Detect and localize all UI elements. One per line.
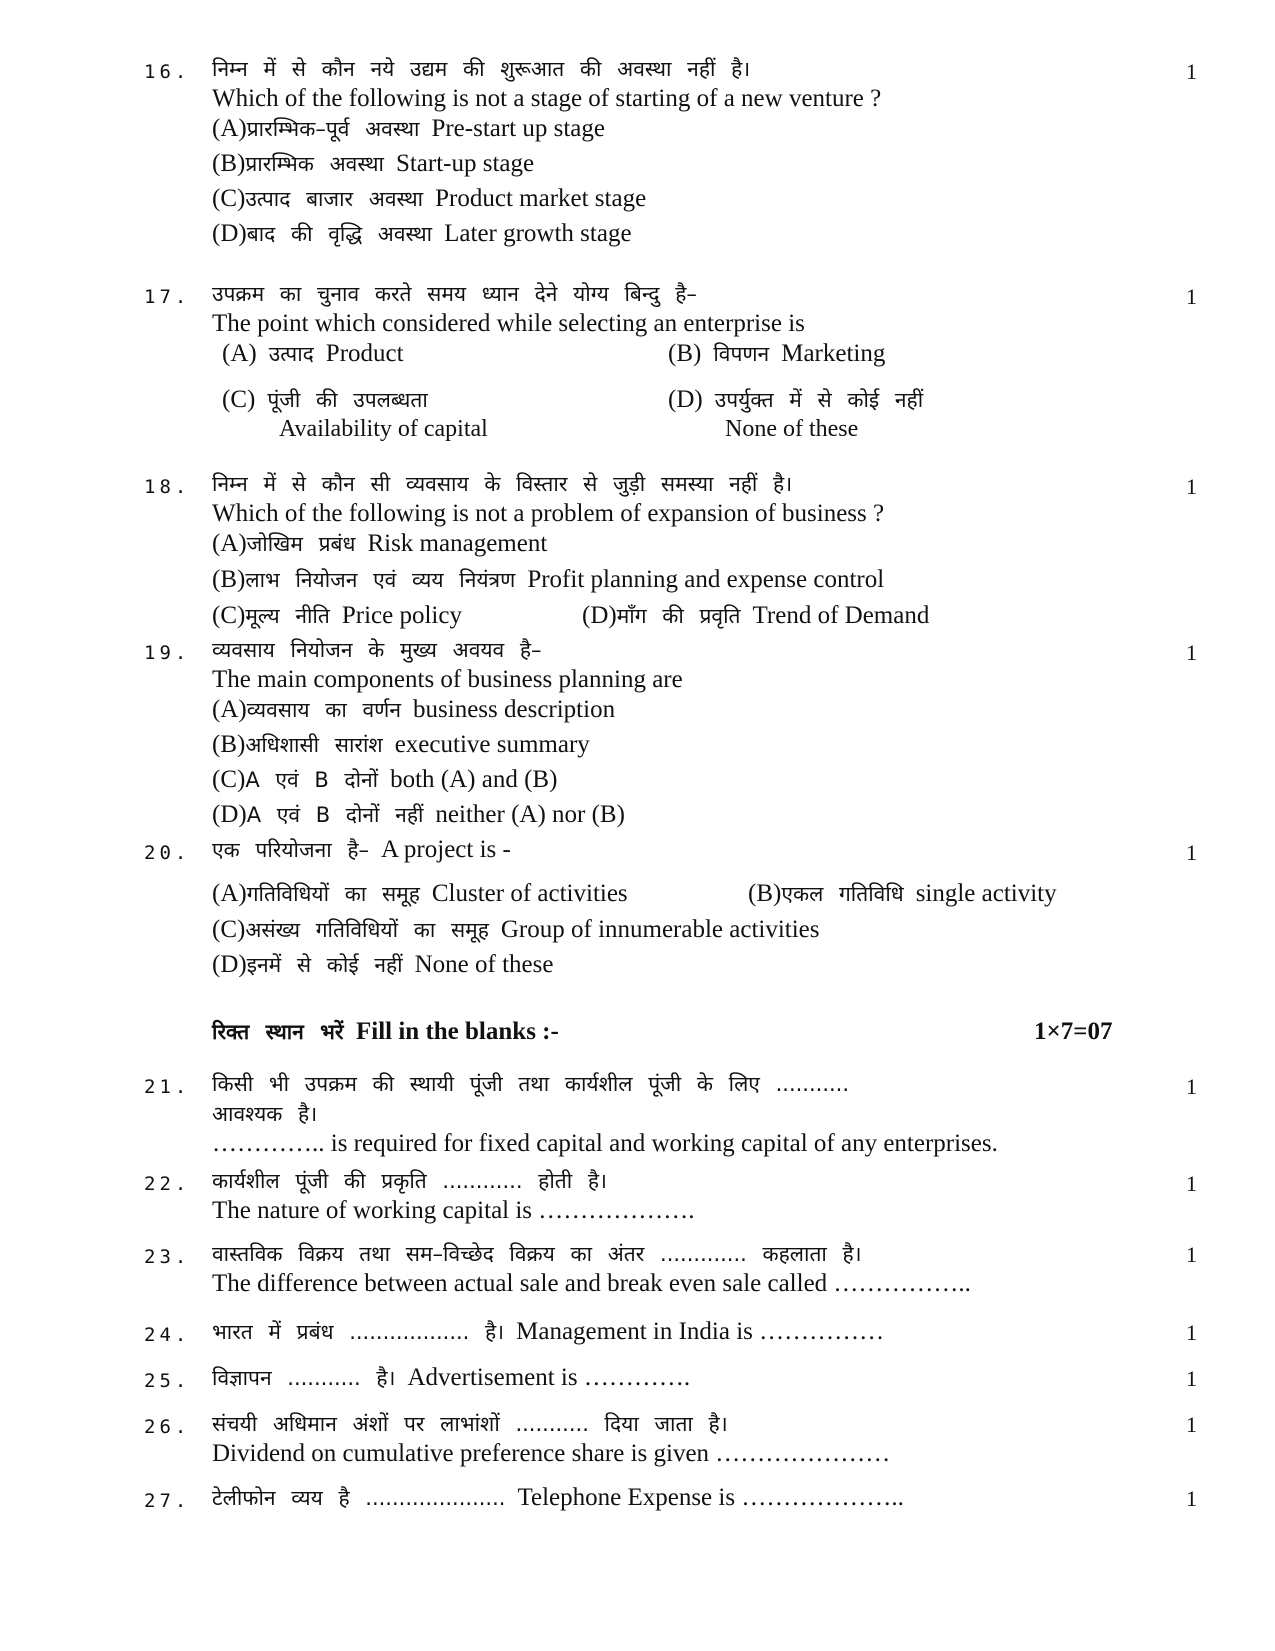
question-hindi: किसी भी उपक्रम की स्थायी पूंजी तथा कार्यशील पूंजी के लिए ........... [212, 1072, 850, 1096]
question-mark: 1 [1186, 1320, 1197, 1345]
question-english: Advertisement is …………. [407, 1364, 691, 1391]
option-d: (D)A एवं B दोनों नहीं neither (A) nor (B) [212, 801, 625, 828]
question-number: 25. [144, 1370, 191, 1392]
question-number: 24. [144, 1324, 191, 1346]
option-b: (B)लाभ नियोजन एवं व्यय नियंत्रण Profit planning and expense control [212, 566, 885, 593]
question-mark: 1 [1186, 1074, 1197, 1099]
question-english: Management in India is …………… [516, 1318, 885, 1345]
option-a: (A)गतिविधियों का समूह Cluster of activities [212, 880, 628, 907]
section-marks: 1×7=07 [1034, 1018, 1113, 1045]
question-hindi: निम्न में से कौन सी व्यवसाय के विस्तार से जुड़ी समस्या नहीं है। [212, 472, 793, 496]
question-hindi: कार्यशील पूंजी की प्रकृति ............ होती है। [212, 1169, 607, 1193]
section-title: रिक्त स्थान भरें Fill in the blanks :- [212, 1018, 559, 1045]
question-mark: 1 [1186, 1171, 1197, 1196]
question-english: The nature of working capital is ………………. [212, 1197, 695, 1224]
option-c-english: Availability of capital [279, 416, 488, 442]
question-mark: 1 [1186, 59, 1197, 84]
question-hindi: टेलीफोन व्यय है ..................... [212, 1486, 506, 1510]
question-english: Dividend on cumulative preference share is given ………………… [212, 1440, 891, 1467]
question-number: 18. [144, 476, 191, 498]
question-mark: 1 [1186, 640, 1197, 665]
option-c: (C)मूल्य नीति Price policy [212, 602, 462, 629]
option-d: (D)माँग की प्रवृति Trend of Demand [582, 602, 930, 629]
question-number: 27. [144, 1490, 191, 1512]
question-hindi: भारत में प्रबंध .................. है। [212, 1320, 505, 1344]
option-d-english: None of these [725, 416, 859, 442]
option-d: (D) उपर्युक्त में से कोई नहीं [668, 386, 924, 413]
question-text [212, 1484, 904, 1512]
question-number: 23. [144, 1246, 191, 1268]
question-hindi: उपक्रम का चुनाव करते समय ध्यान देने योग्य बिन्दु है– [212, 282, 697, 306]
question-mark: 1 [1186, 1486, 1197, 1511]
question-hindi: संचयी अधिमान अंशों पर लाभांशों ........... दिया जाता है। [212, 1412, 728, 1436]
question-number: 17. [144, 286, 191, 308]
question-hindi: एक परियोजना है– [212, 838, 369, 862]
question-text [212, 836, 511, 864]
question-mark: 1 [1186, 1412, 1197, 1437]
question-number: 19. [144, 642, 191, 664]
question-mark: 1 [1186, 1366, 1197, 1391]
option-d: (D)बाद की वृद्धि अवस्था Later growth stage [212, 220, 632, 247]
question-hindi: निम्न में से कौन नये उद्यम की शुरूआत की अवस्था नहीं है। [212, 57, 751, 81]
question-number: 26. [144, 1416, 191, 1438]
option-c: (C)असंख्य गतिविधियों का समूह Group of innumerable activities [212, 916, 820, 943]
option-c: (C)उत्पाद बाजार अवस्था Product market stage [212, 185, 647, 212]
question-english: A project is - [381, 836, 511, 863]
question-english: The point which considered while selecting an enterprise is [212, 310, 805, 337]
question-english: Which of the following is not a problem of expansion of business ? [212, 500, 885, 527]
option-c: (C)A एवं B दोनों both (A) and (B) [212, 766, 558, 793]
option-b: (B)प्रारम्भिक अवस्था Start-up stage [212, 150, 535, 177]
question-hindi: व्यवसाय नियोजन के मुख्य अवयव है– [212, 638, 542, 662]
question-hindi-cont: आवश्यक है। [212, 1102, 318, 1126]
question-english: The main components of business planning are [212, 666, 683, 693]
option-d: (D)इनमें से कोई नहीं None of these [212, 951, 554, 978]
option-b: (B)अधिशासी सारांश executive summary [212, 731, 590, 758]
question-mark: 1 [1186, 474, 1197, 499]
question-mark: 1 [1186, 284, 1197, 309]
option-a: (A)प्रारम्भिक–पूर्व अवस्था Pre-start up stage [212, 115, 605, 142]
question-number: 22. [144, 1173, 191, 1195]
option-b: (B)एकल गतिविधि single activity [748, 880, 1057, 907]
question-hindi: विज्ञापन ........... है। [212, 1366, 396, 1390]
question-text [212, 1364, 690, 1392]
option-a: (A) उत्पाद Product [222, 340, 404, 367]
question-mark: 1 [1186, 1242, 1197, 1267]
question-number: 21. [144, 1076, 191, 1098]
option-a: (A)व्यवसाय का वर्णन business description [212, 696, 616, 723]
question-hindi: वास्तविक विक्रय तथा सम–विच्छेद विक्रय का अंतर ............. कहलाता है। [212, 1242, 862, 1266]
question-number: 16. [144, 61, 191, 83]
option-c: (C) पूंजी की उपलब्धता [222, 386, 428, 413]
question-number: 20. [144, 842, 191, 864]
question-english: Which of the following is not a stage of starting of a new venture ? [212, 85, 882, 112]
question-english: ………….. is required for fixed capital and working capital of any enterprises. [212, 1130, 998, 1157]
question-mark: 1 [1186, 840, 1197, 865]
question-english: The difference between actual sale and break even sale called …………….. [212, 1270, 971, 1297]
option-a: (A)जोखिम प्रबंध Risk management [212, 530, 548, 557]
question-text [212, 1318, 884, 1346]
option-b: (B) विपणन Marketing [668, 340, 886, 367]
question-english: Telephone Expense is ……………….. [517, 1484, 904, 1511]
